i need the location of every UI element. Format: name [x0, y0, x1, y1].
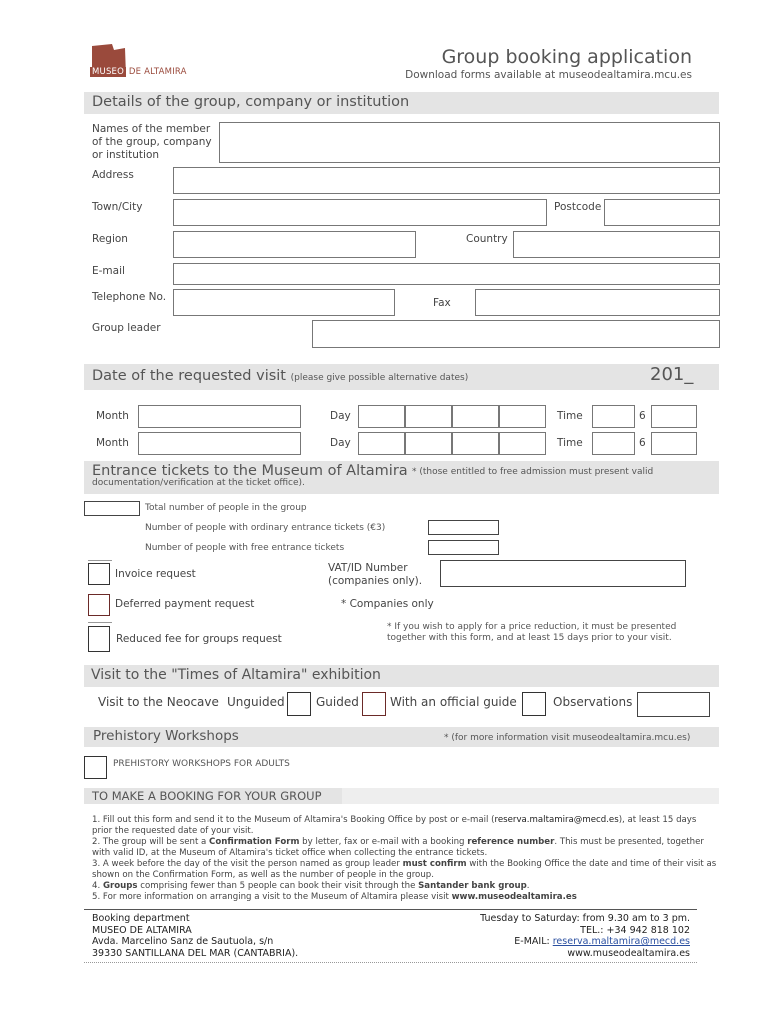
free-tickets-label: Number of people with free entrance tickets	[145, 543, 345, 553]
time-field-2b[interactable]	[651, 432, 697, 455]
footer-email-label: E-MAIL:	[514, 936, 553, 948]
free-tickets-field[interactable]	[428, 540, 499, 555]
names-label: Names of the member of the group, company or institution	[92, 123, 212, 161]
region-label: Region	[92, 233, 128, 245]
footer-department: Booking department	[92, 913, 190, 924]
reduced-fee-label: Reduced fee for groups request	[116, 633, 282, 645]
total-people-label: Total number of people in the group	[145, 503, 307, 513]
unguided-label: Unguided	[227, 695, 285, 709]
official-guide-label: With an official guide	[390, 695, 517, 709]
footer-email-line	[480, 936, 690, 948]
footer-web-link[interactable]: www.museodealtamira.es	[567, 947, 690, 959]
workshops-adults-label: PREHISTORY WORKSHOPS FOR ADULTS	[113, 759, 290, 769]
official-guide-checkbox[interactable]	[522, 692, 546, 716]
invoice-checkbox[interactable]	[88, 563, 110, 585]
day-field-2d[interactable]	[499, 432, 546, 455]
logo-text	[90, 67, 187, 77]
telephone-label: Telephone No.	[92, 291, 167, 303]
reduced-fee-note: * If you wish to apply for a price reduction, it must be presented together with this form, and at least 15 days prior to your visit.	[387, 622, 677, 643]
fax-label: Fax	[433, 297, 451, 309]
year-label: 201_	[650, 364, 694, 385]
date-heading-text: Date of the requested visit	[92, 368, 286, 384]
observations-label: Observations	[553, 695, 633, 709]
country-field[interactable]	[513, 231, 720, 258]
email-label: E-mail	[92, 265, 125, 277]
unguided-checkbox[interactable]	[287, 692, 311, 716]
address-field[interactable]	[173, 167, 720, 194]
instruction-item-2: 2. The group will be sent a Confirmation Form by letter, fax or e-mail with a booking reference number. This must be presented, together with valid ID, at the Museum of Altamira's ticket office when collecting the entrance tickets.	[92, 837, 704, 858]
day-field-1a[interactable]	[358, 405, 405, 428]
day-field-1b[interactable]	[405, 405, 452, 428]
instructions-list	[92, 815, 718, 903]
page-title: Group booking application	[441, 46, 692, 68]
footer-email-link[interactable]: reserva.maltamira@mecd.es	[552, 936, 690, 948]
reduced-fee-checkbox[interactable]	[88, 626, 110, 652]
month-field-2[interactable]	[138, 432, 301, 455]
guided-checkbox[interactable]	[362, 692, 386, 716]
footer-info	[480, 913, 690, 959]
neocave-label: Visit to the Neocave	[98, 695, 219, 709]
workshops-note: * (for more information visit museodealtamira.mcu.es)	[444, 733, 691, 743]
ordinary-tickets-field[interactable]	[428, 520, 499, 535]
day-field-1c[interactable]	[452, 405, 499, 428]
time-field-2a[interactable]	[592, 432, 635, 455]
footer-tel: TEL.: +34 942 818 102	[580, 924, 690, 936]
day-field-2b[interactable]	[405, 432, 452, 455]
deferred-payment-label: Deferred payment request	[115, 598, 255, 610]
workshops-heading: Prehistory Workshops	[93, 728, 239, 744]
footer-city: 39330 SANTILLANA DEL MAR (CANTABRIA).	[92, 947, 299, 959]
exhibition-heading: Visit to the "Times of Altamira" exhibition	[91, 667, 381, 683]
fax-field[interactable]	[475, 289, 720, 316]
instruction-item-3: 3. A week before the day of the visit the person named as group leader must confirm with the Booking Office the date and time of their visit as shown on the Confirmation Form, as well as the number of people in the group.	[92, 859, 717, 880]
day-field-2a[interactable]	[358, 432, 405, 455]
postcode-field[interactable]	[604, 199, 720, 226]
logo-word-altamira: DE ALTAMIRA	[128, 67, 187, 77]
date-heading	[92, 368, 468, 384]
day-field-1d[interactable]	[499, 405, 546, 428]
instruction-item-1: 1. Fill out this form and send it to the Museum of Altamira's Booking Office by post or e-mail (reserva.maltamira@mecd.es), at least 15 days prior the requested date of your visit.	[92, 815, 697, 836]
region-field[interactable]	[173, 231, 416, 258]
footer-contact	[92, 913, 298, 959]
postcode-label: Postcode	[554, 201, 602, 213]
vat-label: VAT/ID Number (companies only).	[328, 562, 423, 587]
ordinary-tickets-label: Number of people with ordinary entrance tickets (€3)	[145, 523, 386, 533]
observations-field[interactable]	[637, 692, 710, 717]
town-field[interactable]	[173, 199, 547, 226]
group-leader-label: Group leader	[92, 322, 161, 334]
footer-museum: MUSEO DE ALTAMIRA	[92, 924, 192, 936]
time-field-1b[interactable]	[651, 405, 697, 428]
date-heading-note: (please give possible alternative dates)	[290, 373, 469, 383]
footer-hours: Tuesday to Saturday: from 9.30 am to 3 pm.	[480, 913, 690, 924]
or-label-1: 6	[639, 410, 646, 422]
day-field-2c[interactable]	[452, 432, 499, 455]
companies-only-note: * Companies only	[341, 598, 434, 610]
tickets-heading: Entrance tickets to the Museum of Altamira	[92, 463, 408, 479]
instructions-heading: TO MAKE A BOOKING FOR YOUR GROUP	[92, 789, 322, 803]
workshops-adults-checkbox[interactable]	[84, 756, 107, 779]
month-label-2: Month	[96, 437, 129, 449]
names-field[interactable]	[219, 122, 720, 163]
tickets-note-text: * (those entitled to free admission must present valid documentation/verification at the ticket office).	[92, 467, 654, 488]
month-label-1: Month	[96, 410, 129, 422]
footer-street: Avda. Marcelino Sanz de Sautuola, s/n	[92, 936, 274, 948]
time-label-1: Time	[557, 410, 583, 422]
or-label-2: 6	[639, 437, 646, 449]
total-people-field[interactable]	[84, 501, 140, 516]
details-heading: Details of the group, company or institution	[92, 94, 410, 110]
telephone-field[interactable]	[173, 289, 395, 316]
town-label: Town/City	[92, 201, 143, 213]
address-label: Address	[92, 169, 134, 181]
deferred-payment-checkbox[interactable]	[88, 594, 110, 616]
instruction-item-4: 4. Groups comprising fewer than 5 people can book their visit through the Santander bank group.	[92, 881, 530, 891]
time-label-2: Time	[557, 437, 583, 449]
group-leader-field[interactable]	[312, 320, 720, 348]
tickets-note	[92, 467, 712, 489]
reduced-checkbox-tick	[88, 622, 112, 623]
page-subtitle: Download forms available at museodealtamira.mcu.es	[405, 69, 692, 81]
country-label: Country	[466, 233, 508, 245]
month-field-1[interactable]	[138, 405, 301, 428]
invoice-checkbox-tick	[88, 560, 112, 561]
guided-label: Guided	[316, 695, 359, 709]
vat-field[interactable]	[440, 560, 686, 587]
day-label-2: Day	[330, 437, 351, 449]
logo-word-museo: MUSEO	[92, 67, 125, 77]
email-field[interactable]	[173, 263, 720, 285]
instruction-item-5: 5. For more information on arranging a visit to the Museum of Altamira please visit www.museodealtamira.es	[92, 892, 577, 902]
invoice-label: Invoice request	[115, 568, 196, 580]
time-field-1a[interactable]	[592, 405, 635, 428]
day-label-1: Day	[330, 410, 351, 422]
